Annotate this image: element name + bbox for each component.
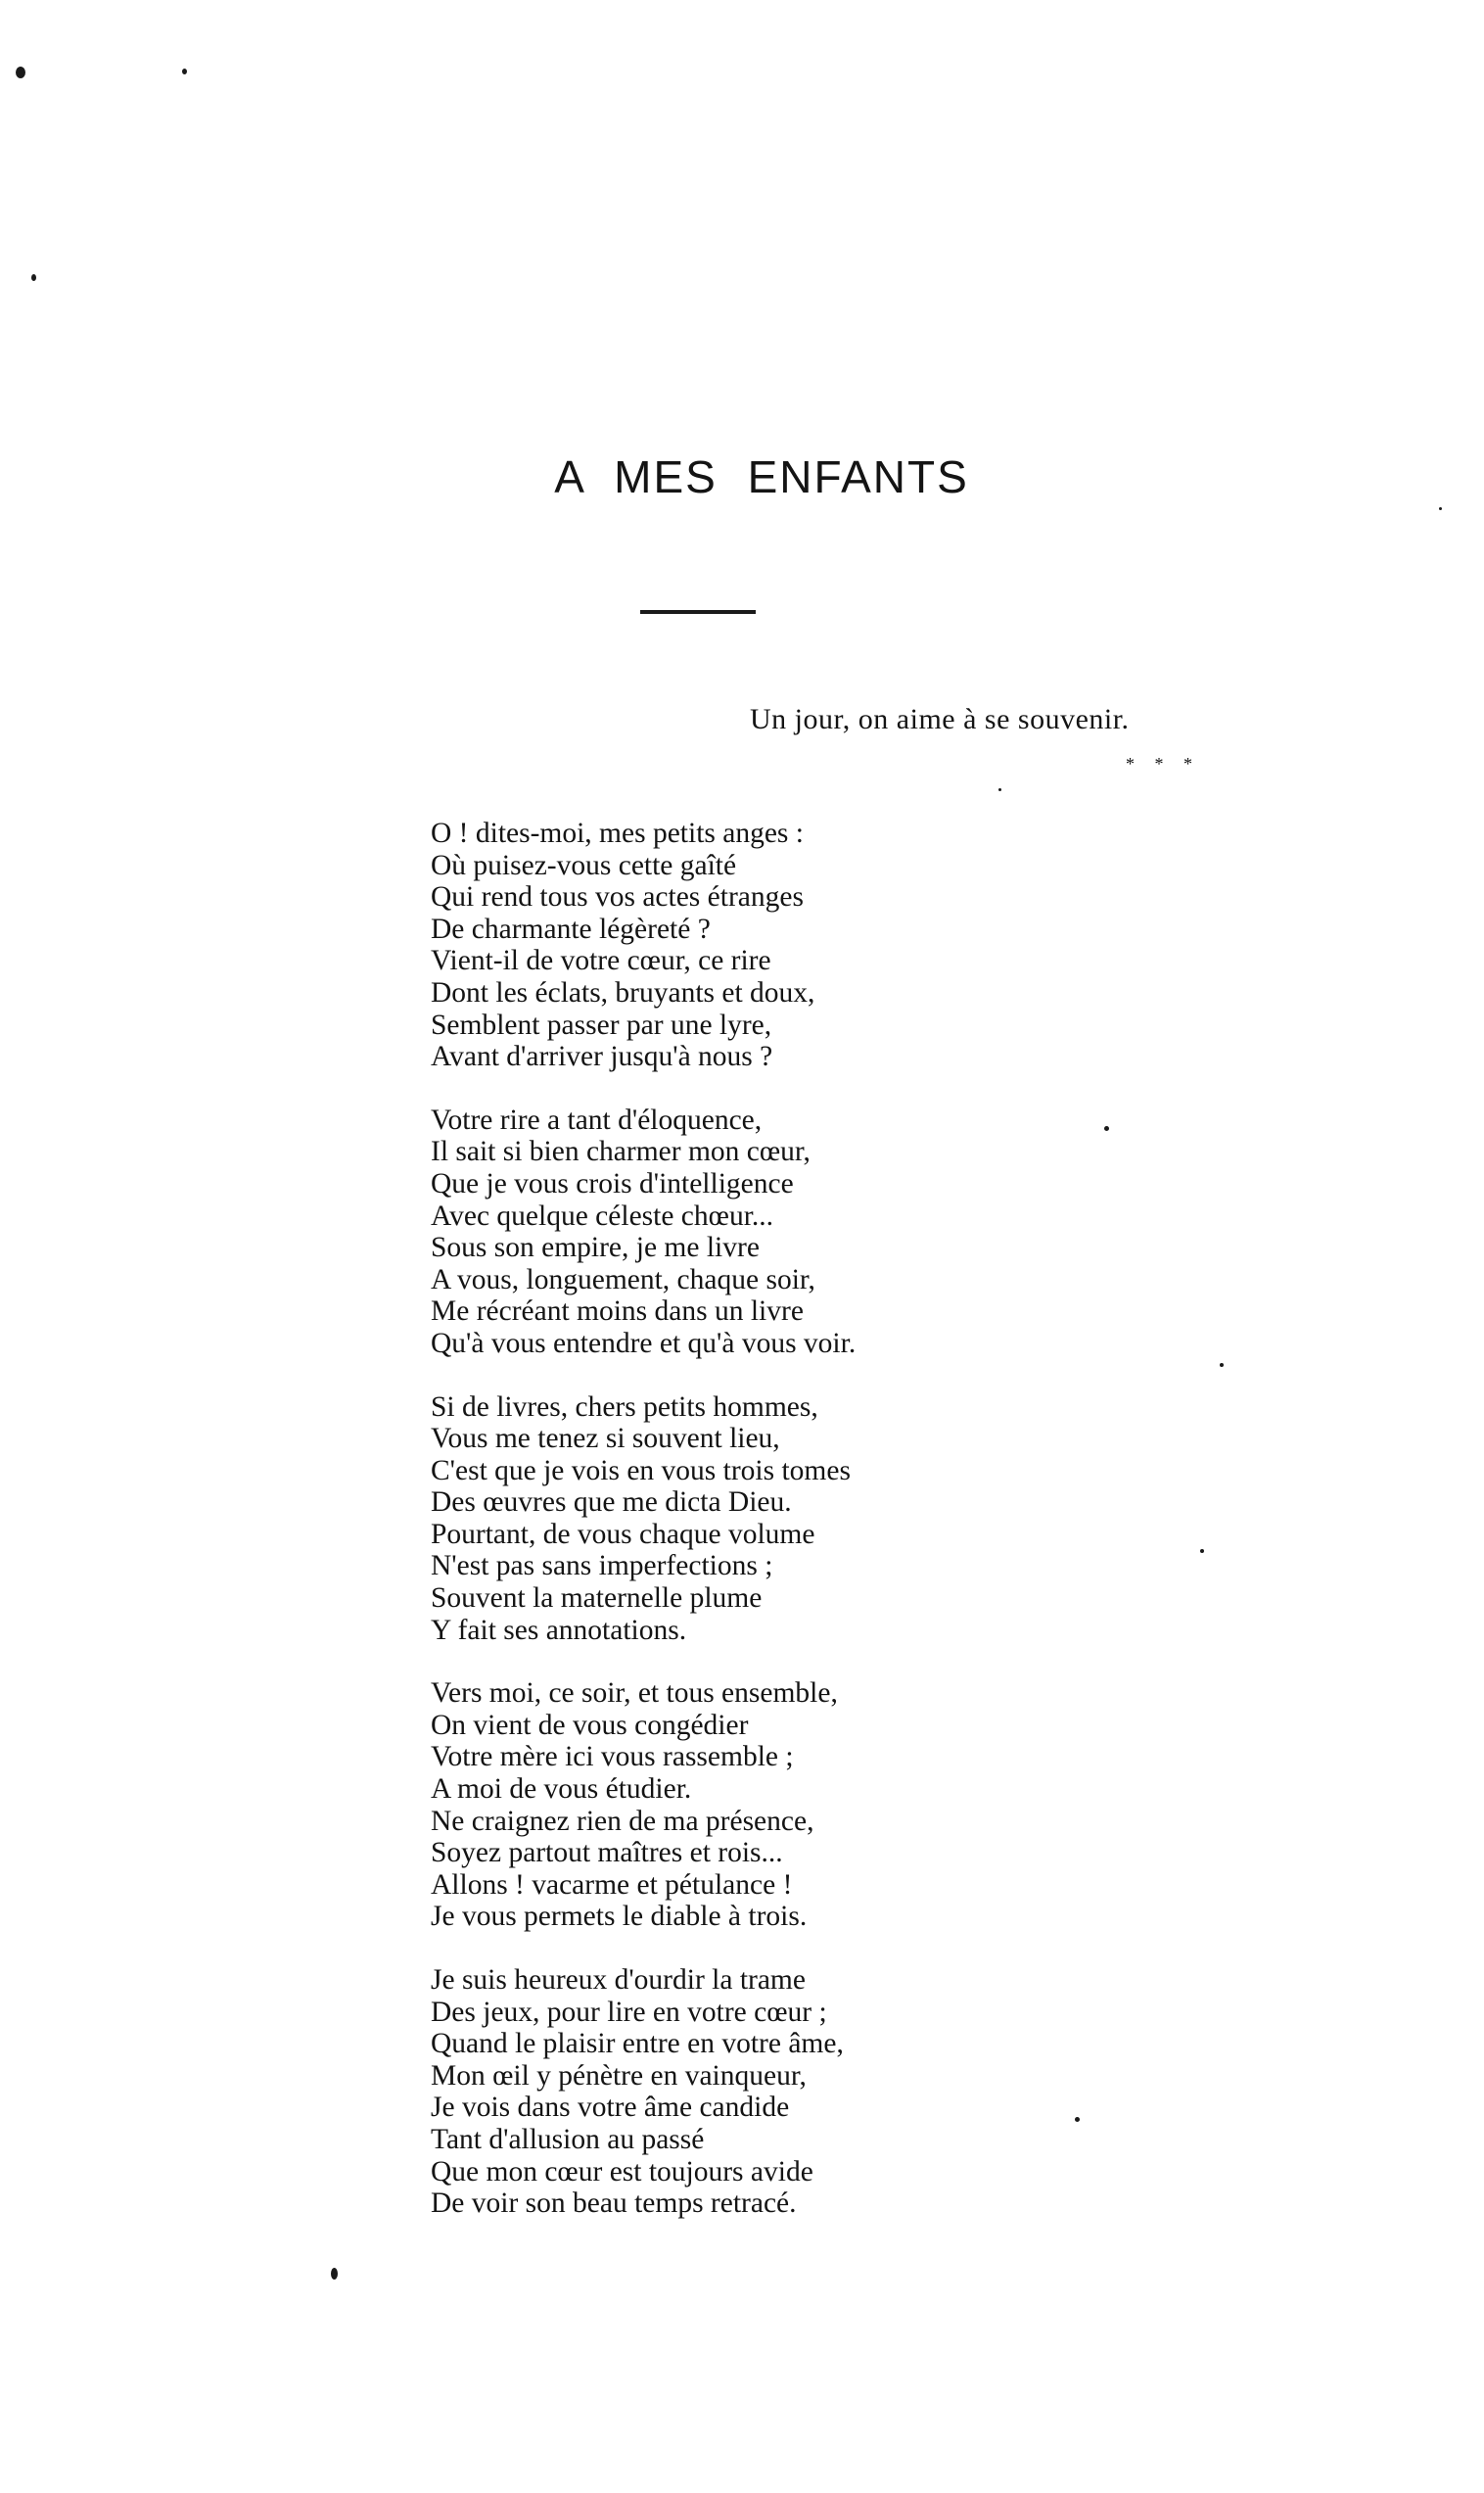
- scan-speck: [331, 2268, 338, 2280]
- poem-line: On vient de vous congédier: [431, 1709, 749, 1741]
- poem-line: Qu'à vous entendre et qu'à vous voir.: [431, 1327, 857, 1359]
- poem-line: Y fait ses annotations.: [431, 1614, 687, 1646]
- poem-line: Votre rire a tant d'éloquence,: [431, 1104, 763, 1136]
- stanza: [431, 1677, 856, 1933]
- poem-line: A vous, longuement, chaque soir,: [431, 1263, 815, 1295]
- poem-line: Des œuvres que me dicta Dieu.: [431, 1486, 792, 1519]
- poem-line: Vous me tenez si souvent lieu,: [431, 1423, 780, 1455]
- poem-line: Quand le plaisir entre en votre âme,: [431, 2028, 844, 2060]
- poem-line: Qui rend tous vos actes étranges: [431, 881, 804, 914]
- poem-line: C'est que je vois en vous trois tomes: [431, 1454, 851, 1486]
- title-rule: [640, 610, 756, 614]
- poem-title: A MES ENFANTS: [554, 451, 969, 502]
- stanza: [431, 1105, 856, 1360]
- poem-line: Semblent passer par une lyre,: [431, 1009, 772, 1041]
- poem-line: Soyez partout maîtres et rois...: [431, 1837, 783, 1869]
- poem-line: Que mon cœur est toujours avide: [431, 2155, 813, 2187]
- poem-line: Vient-il de votre cœur, ce rire: [431, 945, 771, 977]
- poem-line: Si de livres, chers petits hommes,: [431, 1390, 818, 1423]
- epigraph-ornament: * * *: [1126, 754, 1200, 774]
- poem-line: Je suis heureux d'ourdir la trame: [431, 1964, 806, 1996]
- poem-line: Sous son empire, je me livre: [431, 1232, 760, 1264]
- poem-line: Je vois dans votre âme candide: [431, 2092, 790, 2124]
- poem-line: Pourtant, de vous chaque volume: [431, 1518, 815, 1550]
- scan-speck: [1220, 1363, 1224, 1367]
- scan-speck: [182, 69, 187, 74]
- scan-speck: [31, 274, 36, 281]
- epigraph: Un jour, on aime à se souvenir.: [750, 703, 1130, 735]
- poem-body: [431, 818, 856, 2251]
- poem-line: Ne craignez rien de ma présence,: [431, 1805, 814, 1837]
- stanza: [431, 818, 856, 1073]
- poem-line: O ! dites-moi, mes petits anges :: [431, 818, 804, 849]
- poem-line: A moi de vous étudier.: [431, 1773, 692, 1806]
- poem-line: Souvent la maternelle plume: [431, 1582, 763, 1615]
- scan-speck: [1439, 507, 1442, 510]
- poem-line: Vers moi, ce soir, et tous ensemble,: [431, 1677, 838, 1710]
- poem-line: Je vous permets le diable à trois.: [431, 1901, 808, 1933]
- scan-speck: [16, 67, 25, 78]
- poem-line: N'est pas sans imperfections ;: [431, 1550, 773, 1582]
- poem-line: Où puisez-vous cette gaîté: [431, 849, 737, 881]
- poem-line: Dont les éclats, bruyants et doux,: [431, 976, 815, 1009]
- scan-speck: [998, 788, 1001, 791]
- stanza: [431, 1964, 856, 2220]
- poem-line: Tant d'allusion au passé: [431, 2123, 705, 2155]
- poem-line: Mon œil y pénètre en vainqueur,: [431, 2059, 807, 2092]
- poem-line: Allons ! vacarme et pétulance !: [431, 1868, 793, 1901]
- scan-speck: [1075, 2117, 1080, 2122]
- poem-line: Que je vous crois d'intelligence: [431, 1167, 794, 1199]
- poem-line: Votre mère ici vous rassemble ;: [431, 1741, 794, 1773]
- poem-line: Il sait si bien charmer mon cœur,: [431, 1136, 811, 1168]
- poem-line: Avec quelque céleste chœur...: [431, 1199, 774, 1232]
- poem-line: De voir son beau temps retracé.: [431, 2187, 797, 2220]
- stanza: [431, 1391, 856, 1647]
- poem-line: Me récréant moins dans un livre: [431, 1295, 804, 1328]
- poem-line: Des jeux, pour lire en votre cœur ;: [431, 1996, 827, 2028]
- poem-line: Avant d'arriver jusqu'à nous ?: [431, 1041, 773, 1073]
- poem-line: De charmante légèreté ?: [431, 913, 711, 945]
- scan-speck: [1200, 1549, 1204, 1553]
- scan-speck: [1104, 1126, 1109, 1131]
